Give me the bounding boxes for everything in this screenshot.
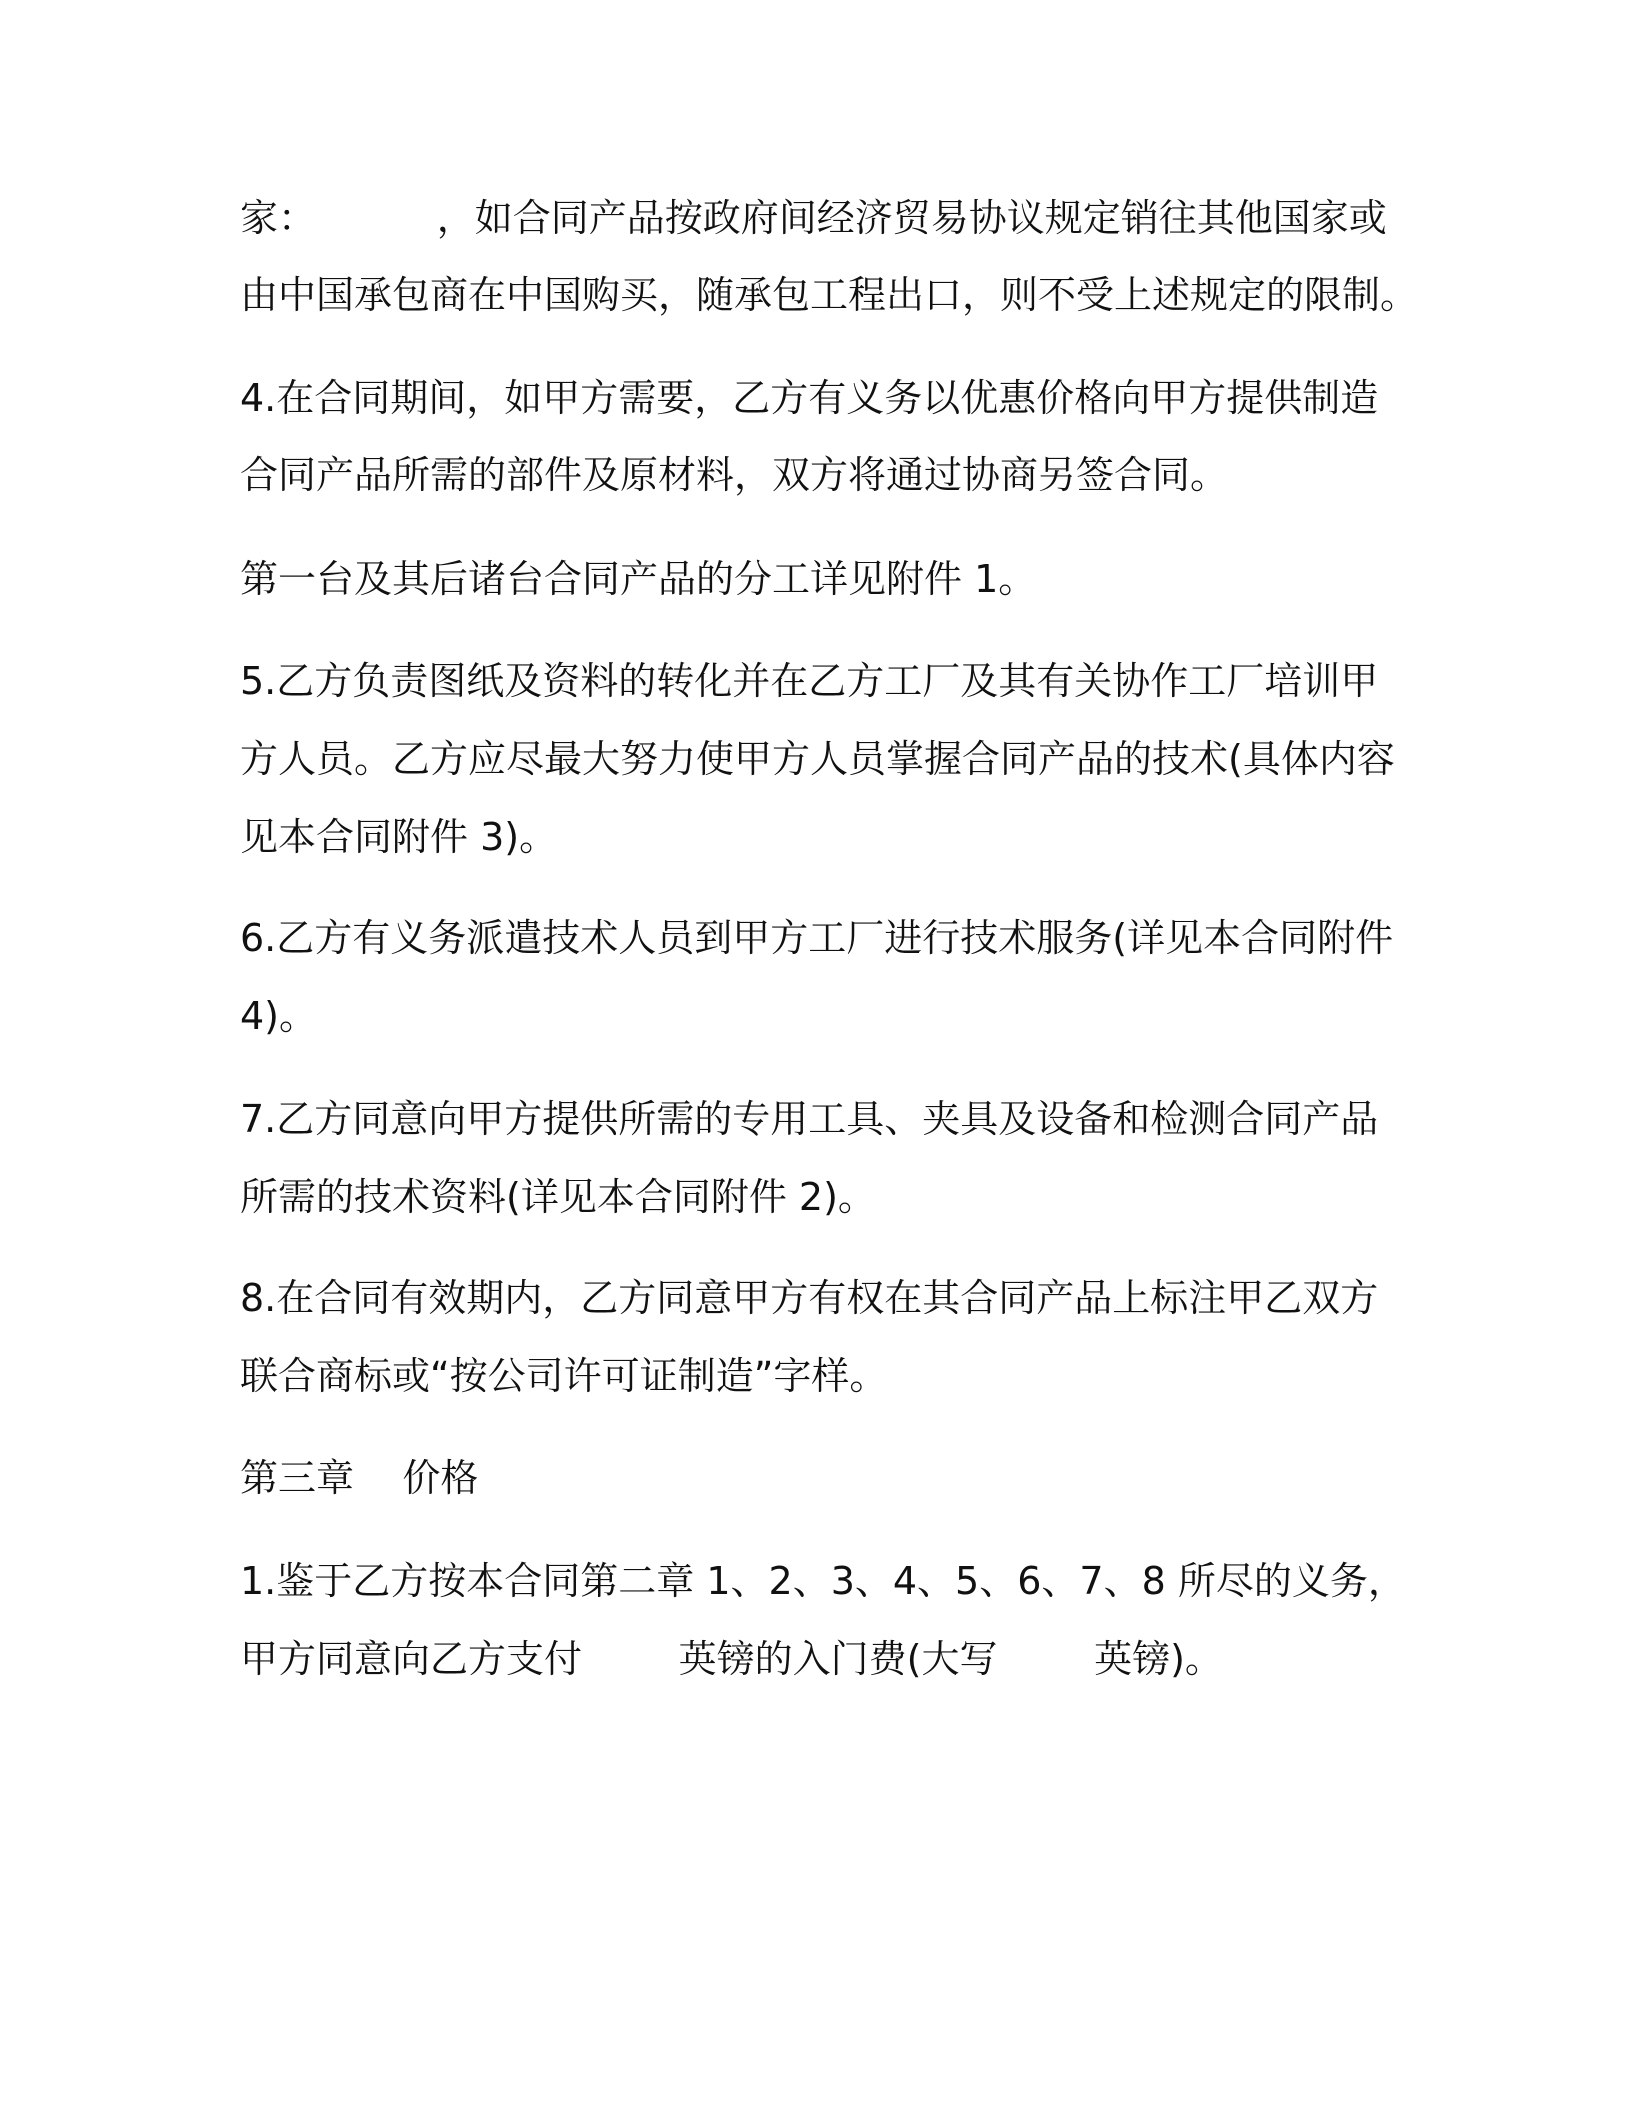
text-line: 7.乙方同意向甲方提供所需的专用工具、夹具及设备和检测合同产品: [240, 1097, 1379, 1141]
text-line: 4.在合同期间，如甲方需要，乙方有义务以优惠价格向甲方提供制造: [240, 376, 1379, 420]
text-line: 1.鉴于乙方按本合同第二章 1、2、3、4、5、6、7、8 所尽的义务，: [240, 1559, 1406, 1603]
section-heading: 第三章 价格: [240, 1456, 479, 1500]
text-line: 8.在合同有效期内，乙方同意甲方有权在其合同产品上标注甲乙双方: [240, 1276, 1379, 1320]
text-line: 6.乙方有义务派遣技术人员到甲方工厂进行技术服务(详见本合同附件: [240, 916, 1394, 960]
text-line: 联合商标或“按公司许可证制造”字样。: [240, 1354, 888, 1398]
text-line: 家： ，如合同产品按政府间经济贸易协议规定销往其他国家或: [240, 196, 1387, 240]
text-line: 5.乙方负责图纸及资料的转化并在乙方工厂及其有关协作工厂培训甲: [240, 659, 1379, 703]
text-line: 4)。: [240, 994, 318, 1038]
text-line: 甲方同意向乙方支付 英镑的入门费(大写 英镑)。: [240, 1637, 1223, 1681]
text-line: 第一台及其后诸台合同产品的分工详见附件 1。: [240, 557, 1037, 601]
text-line: 见本合同附件 3)。: [240, 815, 558, 859]
text-line: 合同产品所需的部件及原材料，双方将通过协商另签合同。: [240, 453, 1229, 497]
text-line: 方人员。乙方应尽最大努力使甲方人员掌握合同产品的技术(具体内容: [240, 737, 1395, 781]
text-line: 所需的技术资料(详见本合同附件 2)。: [240, 1175, 876, 1219]
text-line: 由中国承包商在中国购买，随承包工程出口，则不受上述规定的限制。: [240, 273, 1419, 317]
